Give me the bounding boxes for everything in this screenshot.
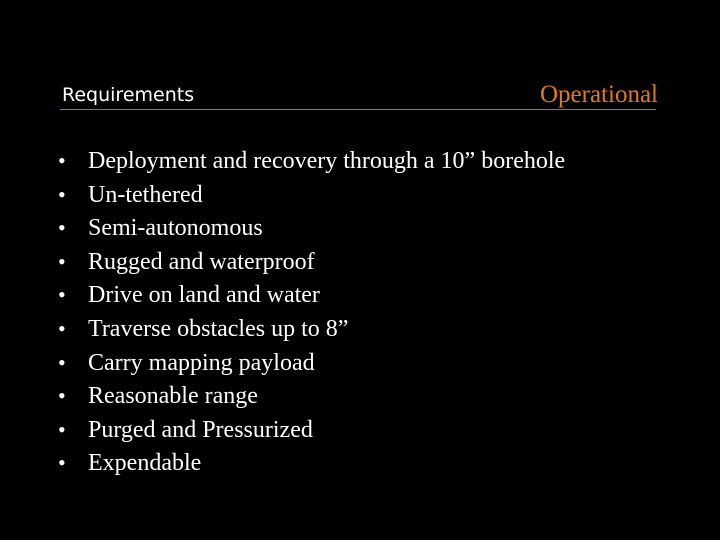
bullet-icon: • [58, 450, 66, 476]
list-item [58, 383, 565, 417]
bullet-icon: • [58, 148, 66, 173]
list-item-text: Deployment and recovery through a 10” borehole [88, 148, 566, 174]
list-item [58, 350, 565, 384]
list-item [58, 417, 565, 451]
list-item-text: Purged and Pressurized [88, 416, 313, 443]
list-item [58, 249, 565, 283]
list-item-text: Traverse obstacles up to 8” [88, 315, 349, 342]
bullet-icon: • [58, 315, 66, 341]
header-divider [60, 109, 656, 110]
list-item [58, 316, 565, 350]
bullet-icon: • [58, 215, 66, 241]
bullet-icon: • [58, 282, 66, 308]
bullet-icon: • [58, 248, 66, 274]
list-item [58, 450, 565, 484]
list-item-text: Reasonable range [88, 383, 258, 410]
list-item [58, 148, 565, 182]
list-item-text: Carry mapping payload [88, 349, 315, 376]
list-item-text: Rugged and waterproof [88, 248, 315, 275]
bullet-icon: • [58, 349, 66, 375]
requirements-list [58, 148, 565, 484]
list-item-text: Drive on land and water [88, 282, 320, 309]
bullet-icon: • [58, 181, 66, 207]
list-item [58, 182, 565, 216]
list-item [58, 215, 565, 249]
list-item-text: Expendable [88, 450, 202, 477]
section-label: Requirements [62, 84, 195, 106]
bullet-icon: • [58, 383, 66, 409]
list-item-text: Semi-autonomous [88, 215, 263, 242]
list-item-text: Un-tethered [88, 181, 203, 208]
bullet-icon: • [58, 416, 66, 442]
slide-title: Operational [539, 81, 658, 108]
list-item [58, 282, 565, 316]
